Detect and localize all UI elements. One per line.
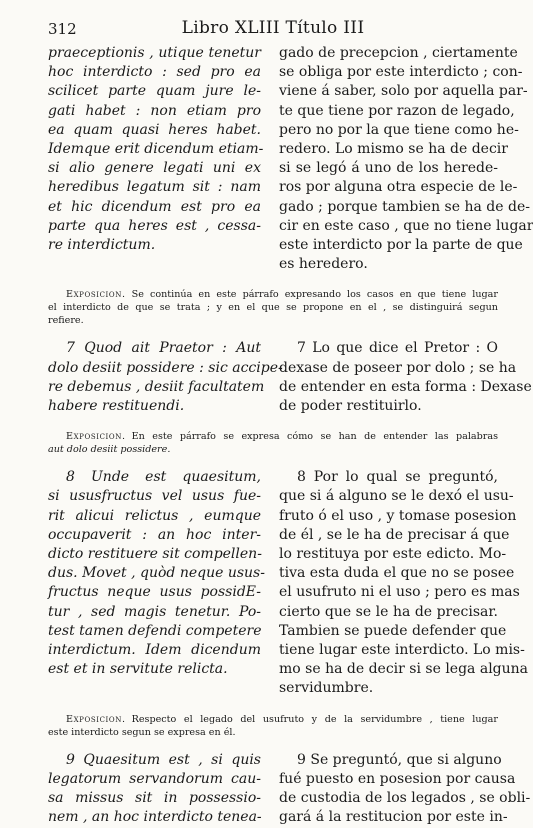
spanish-line: es heredero.	[279, 256, 368, 273]
latin-line: parte qua heres est , cessa-	[48, 217, 261, 234]
latin-line: praeceptionis , utique tenetur	[48, 45, 261, 61]
spanish-line: tiene lugar este interdicto. Lo mis-	[279, 642, 525, 659]
spanish-line: gado de precepcion , ciertamente	[279, 45, 518, 61]
latin-line: test tamen defendi competere	[48, 622, 262, 639]
section-8	[48, 468, 529, 698]
latin-line: est et in servitute relicta.	[48, 661, 228, 678]
exposicion-note	[48, 430, 498, 456]
latin-line: re interdictum.	[48, 237, 156, 254]
exposicion-note	[48, 713, 498, 739]
spanish-line: fué puesto en posesion por causa	[279, 770, 516, 787]
latin-line: si ususfructus vel usus fue-	[48, 488, 261, 505]
latin-line: scilicet parte quam jure le-	[48, 83, 261, 100]
spanish-line: de custodia de los legados , se obli-	[279, 790, 531, 807]
spanish-line: servidumbre.	[279, 680, 374, 697]
book-page	[48, 18, 533, 828]
latin-line: tur , sed magis tenetur. Po-	[48, 603, 261, 620]
spanish-line: si se legó á uno de los herede-	[279, 160, 498, 177]
spanish-line: 9 Se preguntó, que si alguno	[297, 751, 502, 768]
section-9	[48, 751, 531, 828]
spanish-line: 7 Lo que dice el Pretor : O	[297, 340, 498, 357]
spanish-line: que si á alguno se le dexó el usu-	[279, 488, 514, 505]
exposicion-line: Exposicion. Se continúa en este párrafo expresando los casos en que tiene lugar	[66, 289, 498, 301]
spanish-line: gará á la restitucion por este in-	[279, 809, 508, 826]
spanish-line: de entender en esta forma : Dexase	[279, 378, 532, 395]
spanish-line: dexase de poseer por dolo ; se ha	[279, 359, 517, 376]
spanish-line: viene á saber, solo por aquella par-	[279, 83, 528, 100]
latin-line: et hic dicendum est pro ea	[48, 198, 261, 215]
spanish-line: lo restituya por este edicto. Mo-	[279, 546, 507, 563]
spanish-line: cir en este caso , que no tiene lugar	[279, 217, 533, 234]
spanish-line: pero no por la que tiene como he-	[279, 121, 519, 138]
latin-line: Idemque erit dicendum etiam-	[48, 141, 264, 158]
latin-line: dus. Movet , quòd neque usus-	[48, 565, 265, 582]
latin-line: nem , an hoc interdicto tenea-	[48, 809, 262, 826]
spanish-line: cierto que se le ha de precisar.	[279, 603, 498, 620]
latin-column	[48, 339, 283, 416]
latin-line: hoc interdicto : sed pro ea	[48, 64, 261, 81]
latin-line: dicto restituere sit compellen-	[48, 546, 262, 563]
exposicion-line: este interdicto segun se expresa en él.	[48, 726, 236, 738]
latin-line: 7 Quod ait Praetor : Aut	[66, 340, 261, 357]
page-header	[48, 18, 498, 44]
exposicion-label: Exposicion.	[66, 713, 126, 725]
latin-column	[48, 468, 265, 698]
spanish-line: redero. Lo mismo se ha de decir	[279, 141, 508, 158]
spanish-column	[279, 468, 529, 698]
latin-line: re debemus , desiit facultatem	[48, 378, 265, 395]
exposicion-line: Exposicion. En este párrafo se expresa cómo se han de entender las palabras	[66, 431, 498, 443]
latin-line: 8 Unde est quaesitum,	[66, 469, 261, 486]
section-7	[48, 339, 532, 416]
latin-line: legatorum servandorum cau-	[48, 770, 261, 787]
latin-line: occupaverit : an hoc inter-	[48, 526, 261, 543]
spanish-line: de poder restituirlo.	[279, 398, 422, 415]
section-1	[48, 44, 533, 274]
spanish-line: fruto ó el uso , y tomase posesion	[279, 507, 517, 524]
spanish-line: se obliga por este interdicto ; con-	[279, 64, 523, 81]
latin-line: interdictum. Idem dicendum	[48, 642, 261, 659]
latin-column	[48, 751, 261, 828]
latin-line: rit alicui relictus , eumque	[48, 507, 261, 524]
exposicion-line: refiere.	[48, 315, 84, 327]
spanish-line: gado ; porque tambien se ha de de-	[279, 198, 530, 215]
spanish-line: Tambien se puede defender que	[279, 622, 507, 639]
spanish-column	[279, 44, 533, 274]
spanish-line: tiva esta duda el que no se posee	[279, 565, 515, 582]
spanish-column	[279, 339, 532, 416]
spanish-line: mo se ha de decir si se lega alguna	[279, 661, 529, 678]
spanish-line: 8 Por lo qual se preguntó,	[297, 469, 498, 486]
exposicion-line: el interdicto de que se trata ; y en el que se propone en el , se distinguirá segun	[48, 302, 498, 314]
latin-line: sa missus sit in possessio-	[48, 790, 261, 807]
latin-line: heredibus legatum sit : nam	[48, 179, 261, 196]
latin-line: gati habet : non etiam pro	[48, 102, 261, 119]
exposicion-note	[48, 288, 498, 327]
latin-line: 9 Quaesitum est , si quis	[66, 751, 261, 768]
spanish-column	[279, 751, 531, 828]
spanish-line: te que tiene por razon de legado,	[279, 102, 515, 119]
latin-line: habere restituendi.	[48, 398, 185, 415]
exposicion-line: Exposicion. Respecto el legado del usufruto y de la servidumbre , tiene lugar	[66, 713, 498, 725]
exposicion-label: Exposicion.	[66, 431, 126, 443]
spanish-line: el usufruto ni el uso ; pero es mas	[279, 584, 520, 601]
spanish-line: ros por alguna otra especie de le-	[279, 179, 518, 196]
exposicion-line: aut dolo desiit possidere.	[48, 444, 171, 456]
latin-line: si alio genere legati uni ex	[48, 160, 261, 177]
latin-line: ea quam quasi heres habet.	[48, 121, 261, 138]
spanish-line: de él , se le ha de precisar á que	[279, 526, 510, 543]
page-number: 312	[48, 20, 77, 38]
latin-line: dolo desiit possidere : sic accipe-	[48, 359, 283, 376]
spanish-line: este interdicto por la parte de que	[279, 237, 523, 254]
latin-line: fructus neque usus possidE-	[48, 584, 261, 601]
exposicion-label: Exposicion.	[66, 289, 126, 301]
latin-column	[48, 44, 264, 274]
running-title: Libro XLIII Título III	[181, 18, 365, 38]
